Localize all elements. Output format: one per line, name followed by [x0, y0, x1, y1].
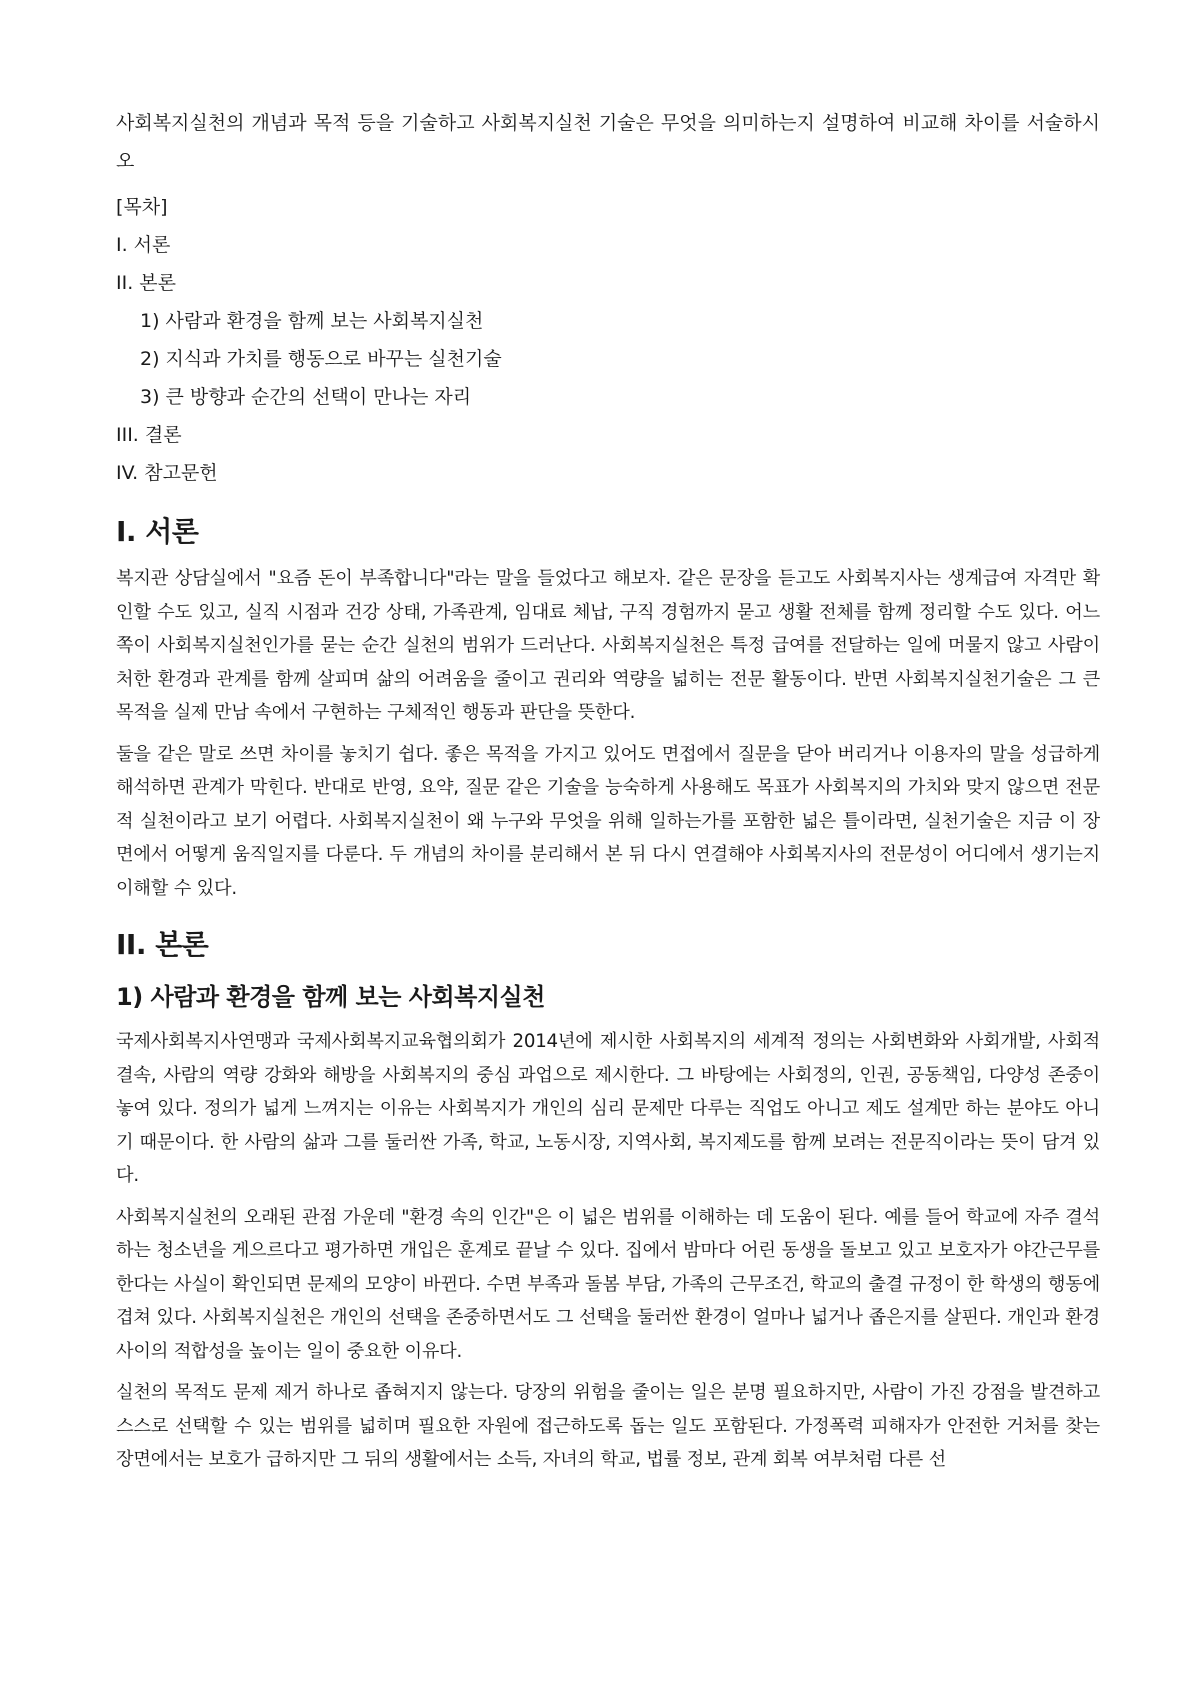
toc-item-body-3: 3) 큰 방향과 순간의 선택이 만나는 자리 — [140, 386, 472, 408]
toc-item-intro: I. 서론 — [116, 234, 171, 256]
intro-heading: I. 서론 — [116, 515, 199, 548]
intro-paragraph: 둘을 같은 말로 쓰면 차이를 놓치기 쉽다. 좋은 목적을 가지고 있어도 면접에서 질문을 닫아 버리거나 이용자의 말을 성급하게 해석하면 관계가 막힌다. 반대로 반영, 요약, 질문 같은 기술을 능숙하게 사용해도 목표가 사회복지의 가치와 맞지 않으면 전문적 실천이라고 보기 어렵다. 사회복지실천이 왜 누구와 무엇을 위해 일하는가를 포함한 넓은 틀이라면, 실천기술은 지금 이 장면에서 어떻게 움직일지를 다룬다. 두 개념의 차이를 분리해서 본 뒤 다시 연결해야 사회복지사의 전문성이 어디에서 생기는지 이해할 수 있다. — [116, 743, 1100, 899]
toc-item-references: IV. 참고문헌 — [116, 462, 218, 484]
body-heading: II. 본론 — [116, 928, 209, 961]
body-subsection-1-heading: 1) 사람과 환경을 함께 보는 사회복지실천 — [116, 983, 545, 1011]
assignment-question: 사회복지실천의 개념과 목적 등을 기술하고 사회복지실천 기술은 무엇을 의미하는지 설명하여 비교해 차이를 서술하시오 — [116, 112, 1100, 172]
toc-item-conclusion: III. 결론 — [116, 424, 182, 446]
toc-title: [목차] — [116, 196, 168, 218]
body-paragraph: 국제사회복지사연맹과 국제사회복지교육협의회가 2014년에 제시한 사회복지의 세계적 정의는 사회변화와 사회개발, 사회적 결속, 사람의 역량 강화와 해방을 사회복지의 중심 과업으로 제시한다. 그 바탕에는 사회정의, 인권, 공동책임, 다양성 존중이 놓여 있다. 정의가 넓게 느껴지는 이유는 사회복지가 개인의 심리 문제만 다루는 직업도 아니고 제도 설계만 하는 분야도 아니기 때문이다. 한 사람의 삶과 그를 둘러싼 가족, 학교, 노동시장, 지역사회, 복지제도를 함께 보려는 전문직이라는 뜻이 담겨 있다. — [116, 1031, 1100, 1186]
toc-item-body-1: 1) 사람과 환경을 함께 보는 사회복지실천 — [140, 310, 484, 332]
intro-paragraph: 복지관 상담실에서 "요즘 돈이 부족합니다"라는 말을 들었다고 해보자. 같은 문장을 듣고도 사회복지사는 생계급여 자격만 확인할 수도 있고, 실직 시점과 건강 상태, 가족관계, 임대료 체납, 구직 경험까지 묻고 생활 전체를 함께 정리할 수도 있다. 어느 쪽이 사회복지실천인가를 묻는 순간 실천의 범위가 드러난다. 사회복지실천은 특정 급여를 전달하는 일에 머물지 않고 사람이 처한 환경과 관계를 함께 살피며 삶의 어려움을 줄이고 권리와 역량을 넓히는 전문 활동이다. 반면 사회복지실천기술은 그 큰 목적을 실제 만남 속에서 구현하는 구체적인 행동과 판단을 뜻한다. — [116, 568, 1100, 723]
body-paragraph: 실천의 목적도 문제 제거 하나로 좁혀지지 않는다. 당장의 위험을 줄이는 일은 분명 필요하지만, 사람이 가진 강점을 발견하고 스스로 선택할 수 있는 범위를 넓히며 필요한 자원에 접근하도록 돕는 일도 포함된다. 가정폭력 피해자가 안전한 거처를 찾는 장면에서는 보호가 급하지만 그 뒤의 생활에서는 소득, 자녀의 학교, 법률 정보, 관계 회복 여부처럼 다른 선 — [116, 1382, 1100, 1470]
toc-item-body-2: 2) 지식과 가치를 행동으로 바꾸는 실천기술 — [140, 348, 502, 370]
document-page — [116, 104, 1100, 1485]
table-of-contents — [116, 188, 1100, 492]
toc-item-body: II. 본론 — [116, 272, 176, 294]
body-paragraph: 사회복지실천의 오래된 관점 가운데 "환경 속의 인간"은 이 넓은 범위를 이해하는 데 도움이 된다. 예를 들어 학교에 자주 결석하는 청소년을 게으르다고 평가하면 개입은 훈계로 끝날 수 있다. 집에서 밤마다 어린 동생을 돌보고 있고 보호자가 야간근무를 한다는 사실이 확인되면 문제의 모양이 바뀐다. 수면 부족과 돌봄 부담, 가족의 근무조건, 학교의 출결 규정이 한 학생의 행동에 겹쳐 있다. 사회복지실천은 개인의 선택을 존중하면서도 그 선택을 둘러싼 환경이 얼마나 넓거나 좁은지를 살핀다. 개인과 환경 사이의 적합성을 높이는 일이 중요한 이유다. — [116, 1206, 1100, 1362]
